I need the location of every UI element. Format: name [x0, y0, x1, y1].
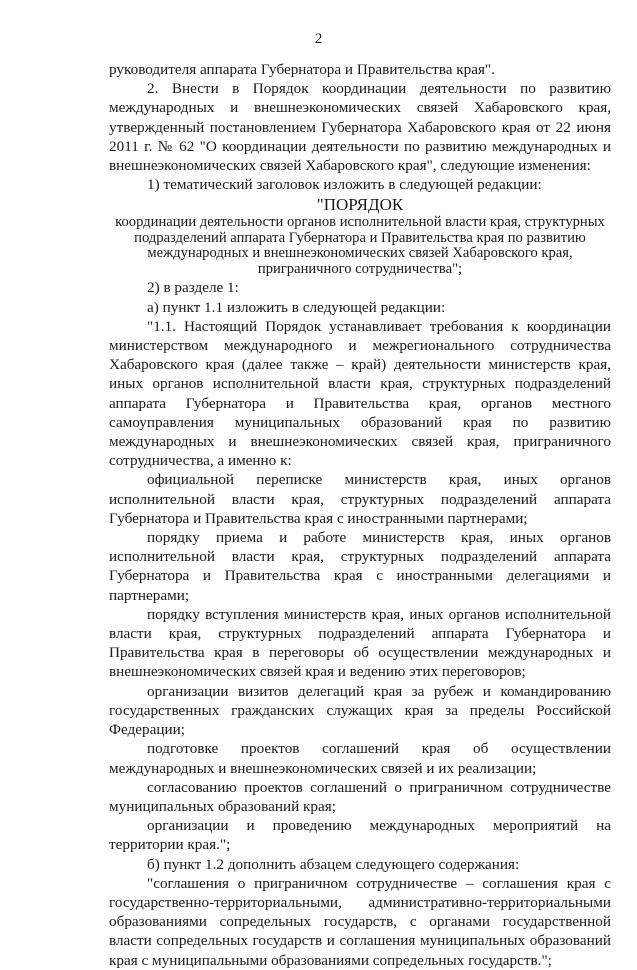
- paragraph: подготовке проектов соглашений края об осуществлении международных и внешнеэкономических связей и их реализации;: [109, 740, 611, 777]
- paragraph: руководителя аппарата Губернатора и Правительства края".: [109, 61, 495, 78]
- paragraph: б) пункт 1.2 дополнить абзацем следующего содержания:: [147, 855, 520, 873]
- paragraph: "соглашения о приграничном сотрудничестве – соглашения края с государственно-территориальными, административно-территориальными образованиями сопредельных государств, с органами государственной власти сопредельных государств и соглашения муниципальных образований края с муниципальными образованиями сопредельных государств.";: [109, 874, 611, 969]
- paragraph: "1.1. Настоящий Порядок устанавливает требования к координации министерством международного и межрегионального сотрудничества Хабаровского края (далее также – край) деятельности министерств края, иных органов исполнительной власти края, структурных подразделений аппарата Губернатора и Правительства края, органов местного самоуправления муниципальных образований края по развитию международных и внешнеэкономических связей края, приграничного сотрудничества, а именно к:: [109, 317, 611, 470]
- document-title: "ПОРЯДОК: [316, 195, 404, 215]
- paragraph: 2. Внести в Порядок координации деятельности по развитию международных и внешнеэкономических связей Хабаровского края, утвержденный постановлением Губернатора Хабаровского края от 22 июня 2011 г. № 62 "О координации деятельности по развитию международных и внешнеэкономических связей Хабаровского края", следующие изменения:: [109, 80, 611, 175]
- page-number: 2: [314, 30, 323, 47]
- paragraph: порядку вступления министерств края, иных органов исполнительной власти края, структурных подразделений аппарата Губернатора и Правительства края в переговоры об осуществлении международных и внешнеэкономических связей края и ведению этих переговоров;: [109, 605, 611, 681]
- paragraph: порядку приема и работе министерств края, иных органов исполнительной власти края, структурных подразделений аппарата Губернатора и Правительства края с иностранными делегациями и партнерами;: [109, 529, 611, 604]
- paragraph: организации и проведению международных мероприятий на территории края.";: [109, 817, 611, 854]
- paragraph: а) пункт 1.1 изложить в следующей редакции:: [147, 298, 446, 316]
- paragraph: согласованию проектов соглашений о приграничном сотрудничестве муниципальных образований края;: [109, 778, 611, 815]
- paragraph: 2) в разделе 1:: [147, 279, 239, 297]
- document-body: [109, 60, 611, 970]
- document-title-block: [109, 194, 611, 277]
- paragraph: 1) тематический заголовок изложить в следующей редакции:: [147, 176, 542, 194]
- document-subtitle: координации деятельности органов исполнительной власти края, структурных подразделений аппарата Губернатора и Правительства края по развитию международных и внешнеэкономических связей Хабаровского края, приграничного сотрудничества";: [115, 214, 605, 277]
- paragraph: организации визитов делегаций края за рубеж и командированию государственных гражданских служащих края за пределы Российской Федерации;: [109, 682, 611, 739]
- paragraph: официальной переписке министерств края, иных органов исполнительной власти края, структурных подразделений аппарата Губернатора и Правительства края с иностранными партнерами;: [109, 471, 611, 527]
